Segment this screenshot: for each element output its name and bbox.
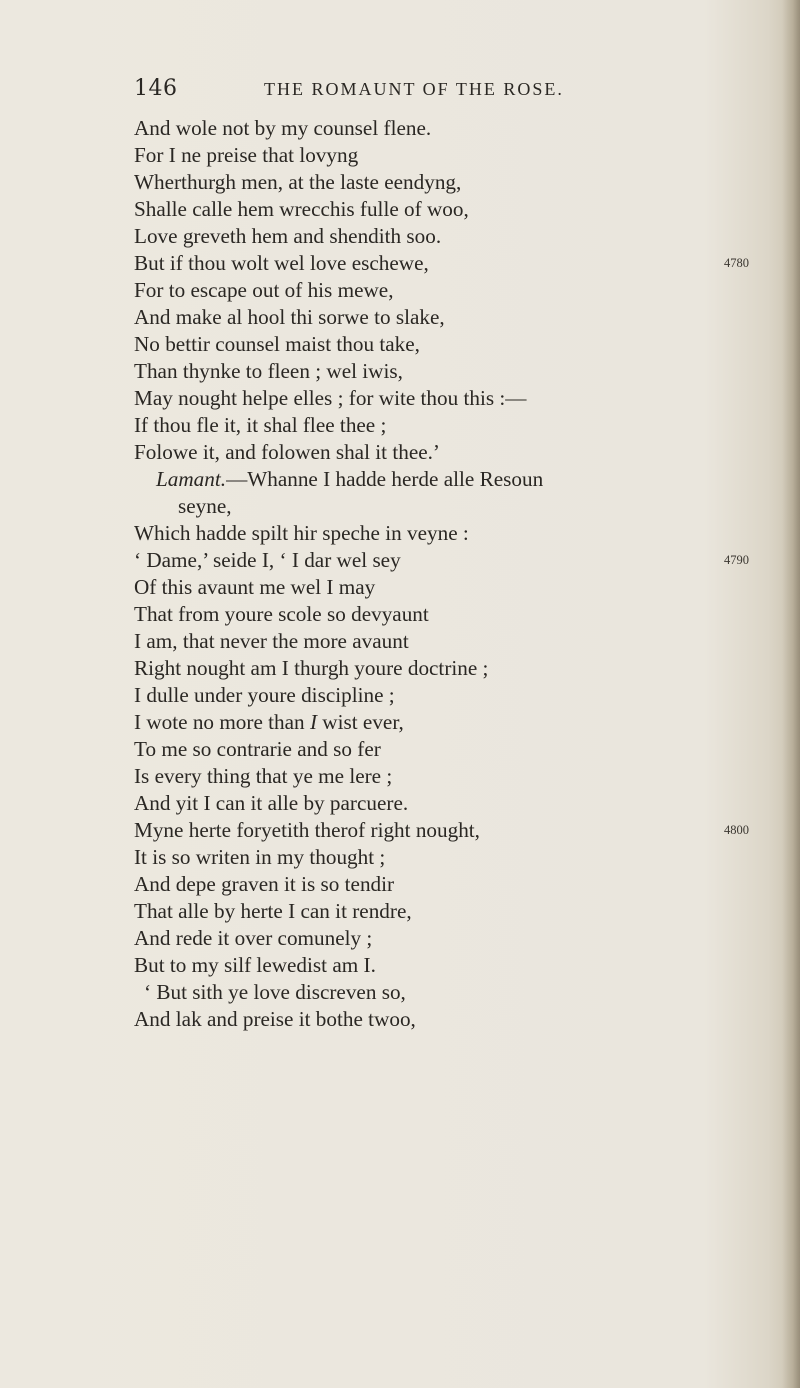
verse-line: I am, that never the more avaunt xyxy=(134,629,409,653)
verse-segment: I wote no more than xyxy=(134,710,310,734)
verse-italic-word: I xyxy=(309,710,317,734)
verse-line: And lak and preise it bothe twoo, xyxy=(134,1007,416,1031)
verse-line: Right nought am I thurgh youre doctrine ; xyxy=(134,656,489,680)
speaker-name: Lamant. xyxy=(156,467,227,491)
verse-line: Which hadde spilt hir speche in veyne : xyxy=(134,521,469,545)
line-number: 4780 xyxy=(724,256,749,270)
verse-line-continuation: seyne, xyxy=(178,494,232,518)
verse-line: It is so writen in my thought ; xyxy=(134,845,386,869)
page-number: 146 xyxy=(134,76,178,101)
verse-line: If thou fle it, it shal flee thee ; xyxy=(134,413,387,437)
verse-line: May nought helpe elles ; for wite thou this :— xyxy=(134,386,527,410)
line-number: 4790 xyxy=(724,553,749,567)
verse-line: Is every thing that ye me lere ; xyxy=(134,764,393,788)
running-head: THE ROMAUNT OF THE ROSE. xyxy=(264,79,564,99)
page-header xyxy=(134,76,694,110)
verse-line: But if thou wolt wel love eschewe, xyxy=(134,251,429,275)
verse-line: For I ne preise that lovyng xyxy=(134,143,359,167)
verse-line: I dulle under youre discipline ; xyxy=(134,683,395,707)
verse-line: Myne herte foryetith therof right nought, xyxy=(134,818,480,842)
verse-line: Love greveth hem and shendith soo. xyxy=(134,224,442,248)
page-edge-shadow xyxy=(782,0,800,1388)
verse-line: And wole not by my counsel flene. xyxy=(134,116,432,140)
verse-line: That alle by herte I can it rendre, xyxy=(134,899,412,923)
verse-line: To me so contrarie and so fer xyxy=(134,737,381,761)
verse-line-speaker xyxy=(156,466,543,492)
verse-segment: wist ever, xyxy=(317,710,404,734)
verse-line: No bettir counsel maist thou take, xyxy=(134,332,420,356)
line-number: 4800 xyxy=(724,823,749,837)
speaker-line: —Whanne I hadde herde alle Resoun xyxy=(226,467,544,491)
verse-line: Of this avaunt me wel I may xyxy=(134,575,376,599)
verse-line xyxy=(134,709,404,735)
verse-line: Folowe it, and folowen shal it thee.’ xyxy=(134,440,440,464)
verse-line: And yit I can it alle by parcuere. xyxy=(134,791,409,815)
verse-line: For to escape out of his mewe, xyxy=(134,278,394,302)
verse-line: And rede it over comunely ; xyxy=(134,926,373,950)
verse-line: But to my silf lewedist am I. xyxy=(134,953,376,977)
verse-line: Shalle calle hem wrecchis fulle of woo, xyxy=(134,197,469,221)
verse-line: ‘ Dame,’ seide I, ‘ I dar wel sey xyxy=(134,548,401,572)
verse-line: That from youre scole so devyaunt xyxy=(134,602,429,626)
verse-line: And make al hool thi sorwe to slake, xyxy=(134,305,445,329)
verse-line: Than thynke to fleen ; wel iwis, xyxy=(134,359,403,383)
verse-line: And depe graven it is so tendir xyxy=(134,872,395,896)
verse-line: Wherthurgh men, at the laste eendyng, xyxy=(134,170,462,194)
verse-line: ‘ But sith ye love discreven so, xyxy=(144,980,406,1004)
